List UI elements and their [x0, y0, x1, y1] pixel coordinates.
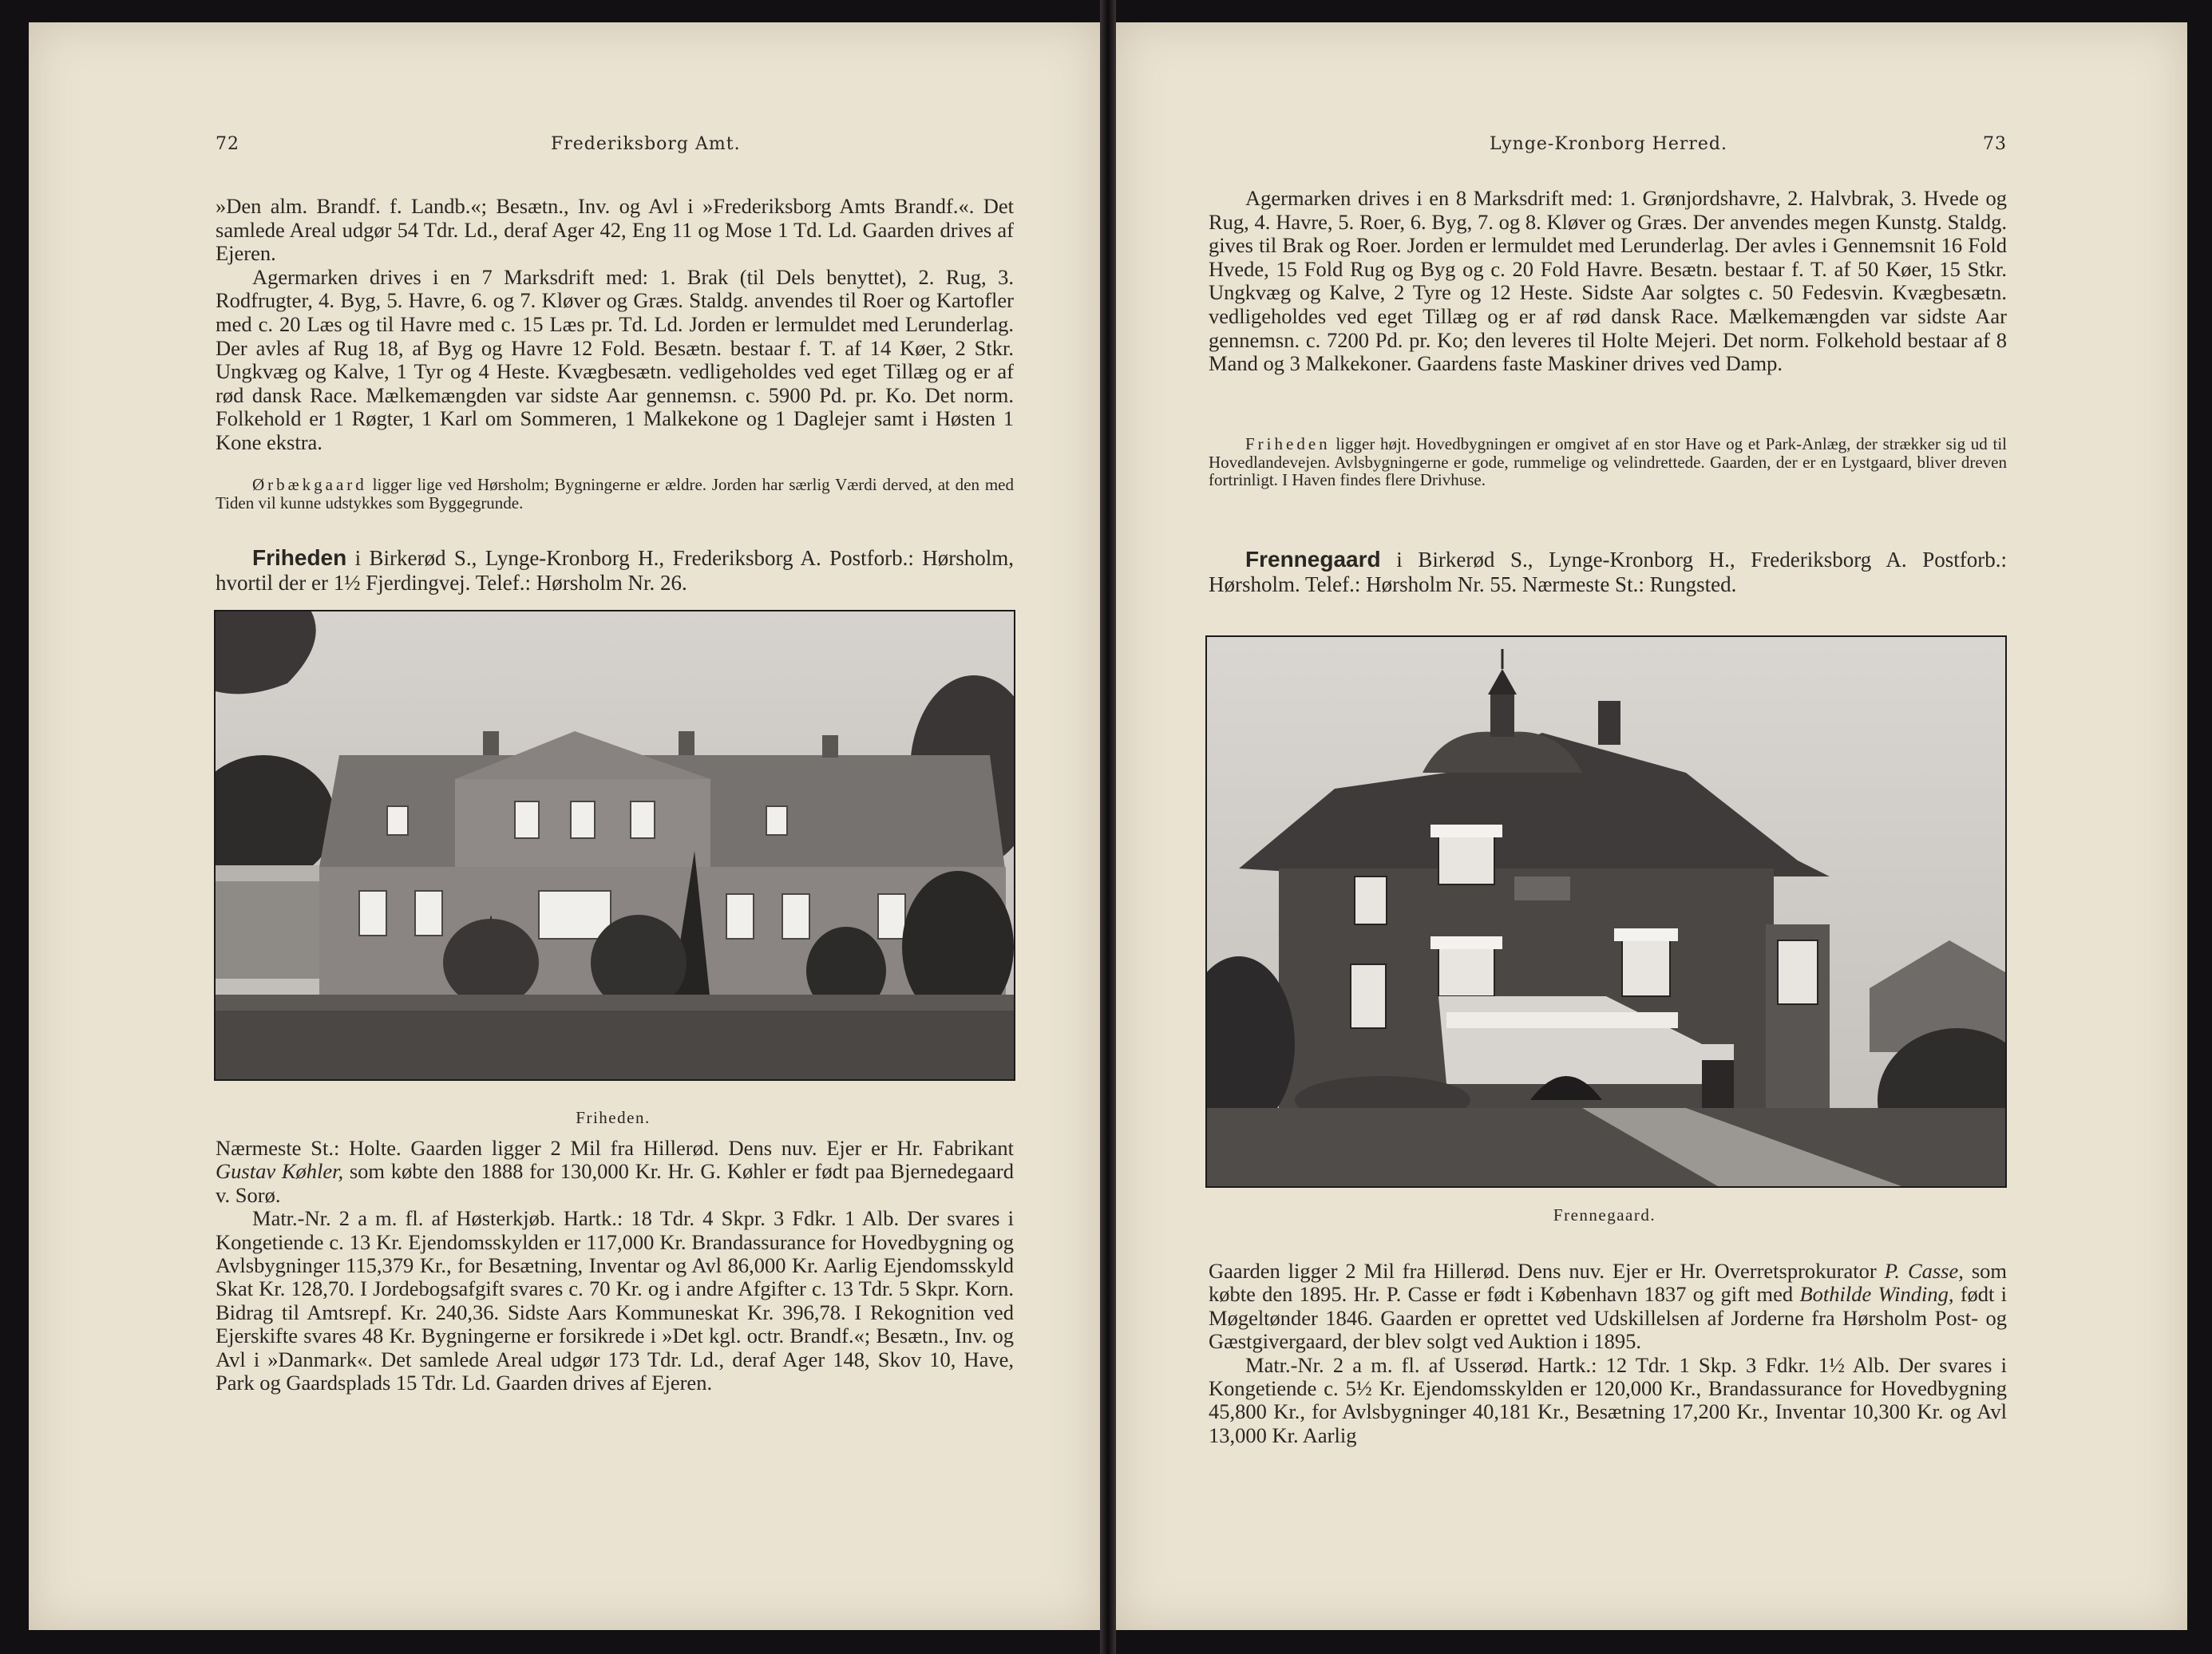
- note-name: Ørbækgaard: [252, 475, 367, 494]
- entry-name: Friheden: [252, 545, 347, 570]
- paragraph: Matr.-Nr. 2 a m. fl. af Usserød. Hartk.: 12 Tdr. 1 Skp. 3 Fdkr. 1½ Alb. Der svares i Kongetiende c. 5½ Kr. Ejendomsskylden er 120,000 Kr., Brandassurance for Hovedbygning 45,800 Kr., for Avlsbygninger 40,181 Kr., Besætning 17,200 Kr., Inventar 10,300 Kr. og Avl 13,000 Kr. Aarlig: [1209, 1352, 2007, 1447]
- entry-name: Frennegaard: [1245, 547, 1381, 572]
- photo-caption: Friheden.: [576, 1108, 651, 1127]
- entry-intro: i Birkerød S., Lynge-Kronborg H., Frederiksborg A. Postforb.: Hørsholm. Telef.: Hørsholm Nr. 55. Nærmeste St.: Rungsted.: [1209, 548, 2008, 596]
- note-text: ligger lige ved Hørsholm; Bygningerne er ældre. Jorden har særlig Værdi derved, at den med Tiden vil kunne udstykkes som Byggegrunde.: [216, 475, 1014, 512]
- book-gutter: [1100, 0, 1116, 1654]
- left-bottom-text: [216, 1137, 1014, 1395]
- left-page: [29, 22, 1100, 1630]
- photo-frennegaard: [1205, 635, 2007, 1188]
- right-entry-heading: [1209, 547, 2007, 597]
- owner-name: P. Casse,: [1884, 1259, 1964, 1283]
- wife-name: Bothilde Winding,: [1799, 1282, 1954, 1307]
- note-name: Friheden: [1245, 434, 1331, 453]
- paragraph: Agermarken drives i en 8 Marksdrift med: 1. Grønjordshavre, 2. Halvbrak, 3. Hvede og Rug, 4. Havre, 5. Roer, 6. Byg, 7. og 8. Kløver og Græs. Der anvendes megen Kunstg. Staldg. gives til Brak og Roer. Jorden er lermuldet med Lerunderlag. Der avles i Gennemsnit 16 Fold Hvede, 15 Fold Rug og Byg og c. 20 Fold Havre. Besætn. bestaar f. T. af 50 Køer, 15 Stkr. Ungkvæg og Kalve, 2 Tyre og 12 Heste. Sidste Aar solgtes c. 50 Fedesvin. Kvægbesætn. vedligeholdes ved eget Tillæg og er af rød dansk Race. Mælkemængden var sidste Aar gennemsn. c. 7200 Pd. pr. Ko; den leveres til Holte Mejeri. Det norm. Folkehold bestaar af 8 Mand og 3 Malkekoner. Gaardens faste Maskiner drives ved Damp.: [1209, 186, 2007, 376]
- villa-illustration: [1207, 637, 2005, 1186]
- manor-house-illustration: [216, 611, 1014, 1079]
- page-number: 73: [1983, 134, 2007, 154]
- right-note: [1209, 435, 2007, 489]
- text-run: som købte den 1895. Hr. P. Casse er født i København 1837 og gift med: [1209, 1259, 2007, 1307]
- paragraph: »Den alm. Brandf. f. Landb.«; Besætn., Inv. og Avl i »Frederiksborg Amts Brandf.«. Det samlede Areal udgør 54 Tdr. Ld., deraf Ager 42, Eng 11 og Mose 1 Td. Ld. Gaarden drives af Ejeren.: [216, 194, 1014, 266]
- text-run: Nærmeste St.: Holte. Gaarden ligger 2 Mil fra Hillerød. Dens nuv. Ejer er Hr. Fabrikant: [216, 1136, 1014, 1160]
- left-note: [216, 476, 1014, 512]
- page-number: 72: [216, 134, 239, 154]
- text-run: som købte den 1888 for 130,000 Kr. Hr. G. Køhler er født paa Bjernedegaard v. Sorø.: [216, 1159, 1015, 1207]
- paragraph: Matr.-Nr. 2 a m. fl. af Høsterkjøb. Hartk.: 18 Tdr. 4 Skpr. 3 Fdkr. 1 Alb. Der svares i Kongetiende c. 13 Kr. Ejendomsskylden er 117,000 Kr. Brandassurance for Hovedbygning og Avlsbygninger 115,379 Kr., for Besætning, Inventar og Avl 86,000 Kr. Aarlig Ejendomsskyld Skat Kr. 128,70. I Jordebogsafgift svares c. 70 Kr. og i andre Afgifter c. 13 Tdr. 5 Skpr. Korn. Bidrag til Amtsrepf. Kr. 240,36. Sidste Aars Kommuneskat Kr. 396,78. I Rekognition ved Ejerskifte svares 48 Kr. Bygningerne er forsikrede i »Det kgl. octr. Brandf.«; Besætn., Inv. og Avl i »Danmark«. Det samlede Areal udgør 173 Tdr. Ld., deraf Ager 148, Skov 10, Have, Park og Gaardsplads 15 Tdr. Ld. Gaarden drives af Ejeren.: [216, 1206, 1014, 1395]
- running-title: Frederiksborg Amt.: [551, 134, 741, 154]
- photo-friheden: [214, 610, 1015, 1081]
- note-text: ligger højt. Hovedbygningen er omgivet af en stor Have og et Park-Anlæg, der strækker sig ud til Hovedlandevejen. Avlsbygningerne er gode, rummelige og velindrettede. Gaarden, der er en Lystgaard, bliver dreven fortrinligt. I Haven findes flere Drivhuse.: [1209, 434, 2007, 489]
- text-run: Gaarden ligger 2 Mil fra Hillerød. Dens nuv. Ejer er Hr. Overretsprokurator: [1209, 1259, 1885, 1283]
- right-top-text: [1209, 187, 2007, 376]
- right-bottom-text: [1209, 1260, 2007, 1447]
- paragraph: Agermarken drives i en 7 Marksdrift med: 1. Brak (til Dels benyttet), 2. Rug, 3. Rodfrugter, 4. Byg, 5. Havre, 6. og 7. Kløver og Græs. Staldg. anvendes til Roer og Kartofler med c. 20 Læs og til Havre med c. 15 Læs pr. Td. Ld. Jorden er lermuldet med Lerunderlag. Der avles af Rug 18, af Byg og Havre 12 Fold. Besætn. bestaar f. T. af 14 Køer, 2 Stkr. Ungkvæg og Kalve, 1 Tyr og 4 Heste. Kvægbesætn. vedligeholdes ved eget Tillæg og er af rød dansk Race. Mælkemængden var sidste Aar gennemsn. c. 5900 Pd. pr. Ko. Det norm. Folkehold er 1 Røgter, 1 Karl om Sommeren, 1 Malkekone og 1 Daglejer samt i Høsten 1 Kone ekstra.: [216, 264, 1014, 454]
- right-page: [1116, 22, 2187, 1630]
- left-entry-heading: [216, 545, 1014, 596]
- photo-caption: Frennegaard.: [1553, 1205, 1656, 1225]
- left-top-text: [216, 195, 1014, 455]
- text-run: født i Møgeltønder 1846. Gaarden er oprettet ved Udskillelsen af Jorderne fra Hørsholm Post- og Gæstgivergaard, der blev solgt ved Auktion i 1895.: [1209, 1282, 2008, 1354]
- running-title: Lynge-Kronborg Herred.: [1490, 134, 1727, 154]
- entry-intro: i Birkerød S., Lynge-Kronborg H., Frederiksborg A. Postforb.: Hørsholm, hvortil der er 1½ Fjerdingvej. Telef.: Hørsholm Nr. 26.: [216, 546, 1015, 595]
- owner-name: Gustav Køhler,: [216, 1159, 344, 1184]
